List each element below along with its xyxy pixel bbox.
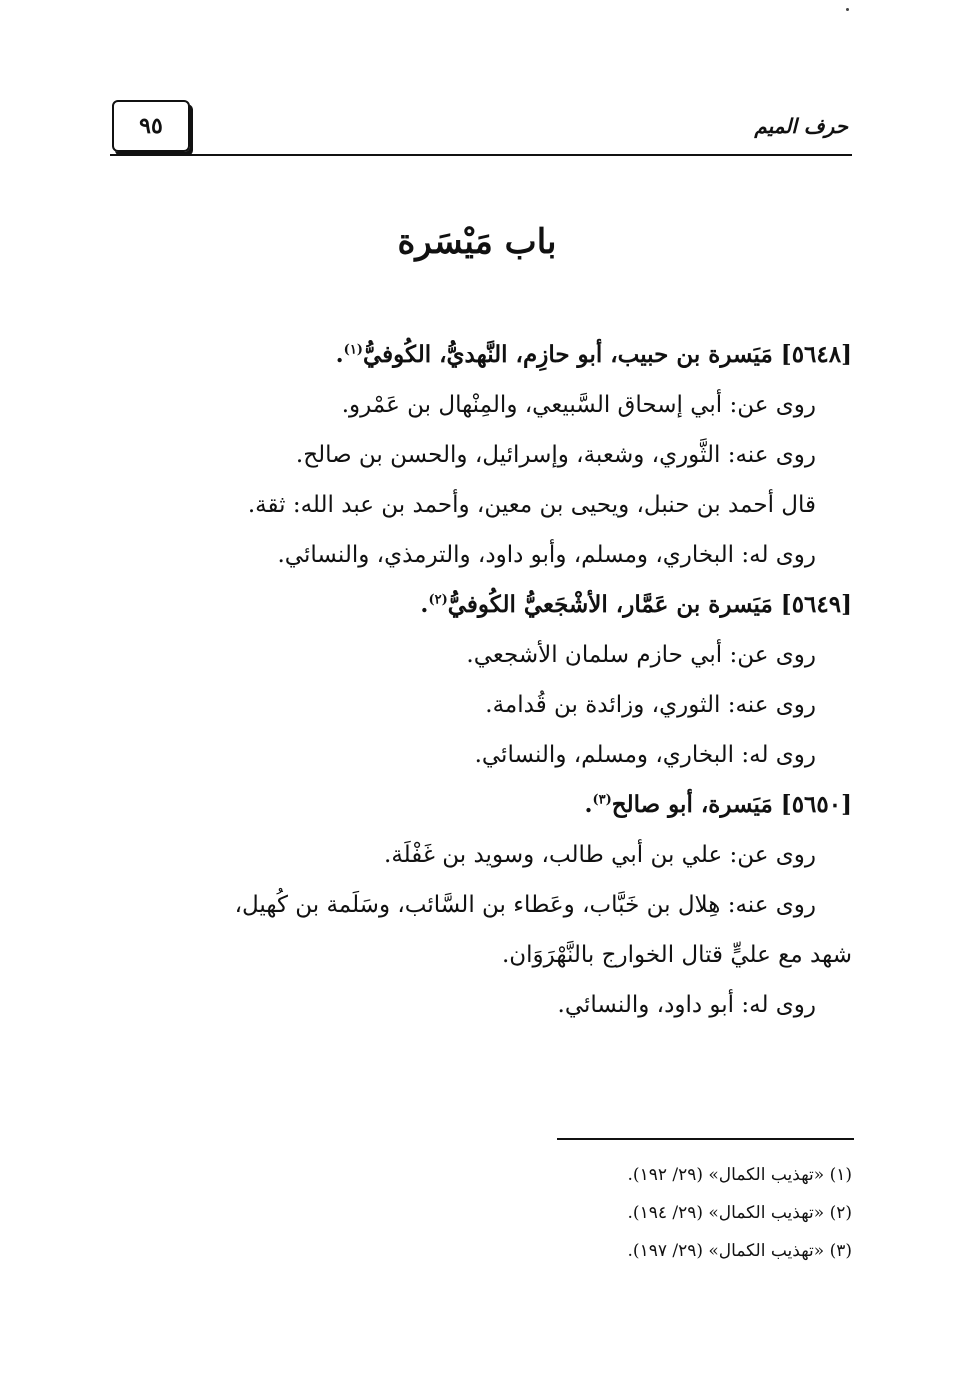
entry-line: روى عن: علي بن أبي طالب، وسويد بن غَفْلَة. bbox=[384, 842, 816, 868]
entry-head-text: [٥٦٤٩] مَيَسرة بن عَمَّار، الأشْجَعيُّ الكُوفيُّ bbox=[447, 591, 852, 618]
footnote: (٣) «تهذيب الكمال» (٢٩/ ١٩٧). bbox=[627, 1241, 852, 1261]
header-rule bbox=[110, 154, 852, 156]
entry-line: روى له: البخاري، ومسلم، وأبو داود، والترمذي، والنسائي. bbox=[277, 542, 816, 568]
entry-line: روى عن: أبي إسحاق السَّبيعي، والمِنْهال بن عَمْرو. bbox=[341, 392, 816, 418]
entry-head-end: . bbox=[584, 791, 593, 818]
body-text bbox=[110, 330, 852, 1030]
footnote: (٢) «تهذيب الكمال» (٢٩/ ١٩٤). bbox=[627, 1203, 852, 1223]
entry-line: روى عنه: هِلال بن خَبَّاب، وعَطاء بن السَّائب، وسَلَمة بن كُهيل، bbox=[234, 892, 816, 918]
entry-head bbox=[110, 330, 852, 380]
running-title: حرف الميم bbox=[754, 114, 848, 138]
entry-line: روى عنه: الثوري، وزائدة بن قُدامة. bbox=[485, 692, 816, 718]
entry-line: روى له: أبو داود، والنسائي. bbox=[557, 992, 816, 1018]
entry-line: قال أحمد بن حنبل، ويحيى بن معين، وأحمد بن عبد الله: ثقة. bbox=[247, 492, 816, 518]
entry-line: روى عنه: الثَّوري، وشعبة، وإسرائيل، والحسن بن صالح. bbox=[295, 442, 816, 468]
entry-head-end: . bbox=[420, 591, 429, 618]
entry-head bbox=[110, 580, 852, 630]
page-header bbox=[110, 98, 852, 158]
chapter-title: باب مَيْسَرة bbox=[397, 222, 557, 262]
entry-head-end: . bbox=[335, 341, 344, 368]
entry-line: شهد مع عليٍّ قتال الخوارج بالنَّهْرَوَان. bbox=[501, 942, 852, 968]
entry-head-text: [٥٦٤٨] مَيَسرة بن حبيب، أبو حازِم، النَّهديُّ، الكُوفيُّ bbox=[362, 341, 852, 368]
footnote-rule bbox=[557, 1138, 854, 1140]
footnote: (١) «تهذيب الكمال» (٢٩/ ١٩٢). bbox=[627, 1165, 852, 1185]
stray-dot bbox=[846, 8, 849, 11]
footnote-marker: (٣) bbox=[592, 792, 612, 808]
footnotes bbox=[110, 1156, 852, 1270]
footnote-marker: (٢) bbox=[428, 592, 448, 608]
page-number: ٩٥ bbox=[112, 100, 190, 152]
footnote-marker: (١) bbox=[343, 342, 363, 358]
entry-line: روى عن: أبي حازم سلمان الأشجعي. bbox=[466, 642, 816, 668]
entry-head bbox=[110, 780, 852, 830]
entry-line: روى له: البخاري، ومسلم، والنسائي. bbox=[474, 742, 816, 768]
entry-head-text: [٥٦٥٠] مَيَسرة، أبو صالح bbox=[611, 791, 852, 818]
